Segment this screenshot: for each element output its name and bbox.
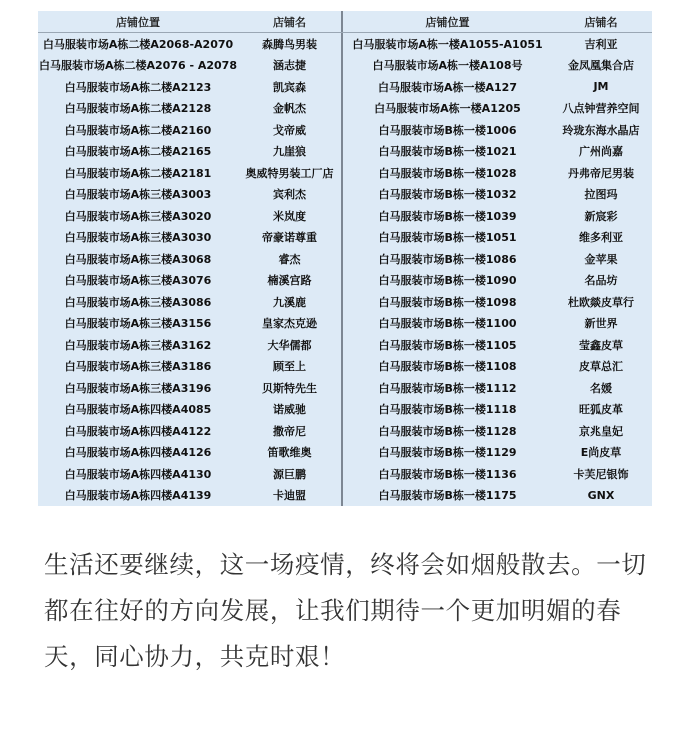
table-row bbox=[341, 227, 652, 249]
table-row bbox=[341, 442, 652, 464]
store-location-cell: 白马服装市场A栋二楼A2160 bbox=[64, 123, 212, 137]
store-name-cell: 涵志捷 bbox=[273, 59, 306, 73]
store-name-cell: 金凤凰集合店 bbox=[568, 59, 634, 73]
table-row bbox=[341, 356, 652, 378]
store-location-cell: 白马服装市场A栋三楼A3068 bbox=[64, 252, 212, 266]
store-name-cell: 吉利亚 bbox=[584, 37, 618, 51]
store-table-left bbox=[38, 11, 341, 506]
store-location-cell: 白马服装市场A栋二楼A2068-A2070 bbox=[42, 37, 234, 51]
table-row bbox=[38, 442, 341, 464]
store-location-cell: 白马服装市场A栋四楼A4126 bbox=[64, 446, 212, 460]
table-row bbox=[38, 420, 341, 442]
store-location-cell: 白马服装市场A栋三楼A3162 bbox=[64, 338, 212, 352]
store-name-cell: 玲珑东海水晶店 bbox=[562, 123, 640, 137]
store-name-cell: 皮草总汇 bbox=[579, 360, 623, 374]
table-row bbox=[38, 377, 341, 399]
store-location-cell: 白马服装市场A栋四楼A4130 bbox=[64, 467, 212, 481]
store-location-cell: 白马服装市场A栋三楼A3003 bbox=[64, 188, 212, 202]
table-row bbox=[341, 377, 652, 399]
table-row bbox=[341, 463, 652, 485]
table-body bbox=[38, 33, 341, 506]
table-row bbox=[341, 141, 652, 163]
table-row bbox=[38, 485, 341, 507]
table-row bbox=[341, 55, 652, 77]
store-name-cell: 旺狐皮革 bbox=[579, 403, 623, 417]
store-location-cell: 白马服装市场B栋一楼1028 bbox=[378, 166, 517, 180]
table-row bbox=[38, 334, 341, 356]
store-location-cell: 白马服装市场B栋一楼1118 bbox=[378, 403, 517, 417]
store-name-cell: E尚皮草 bbox=[580, 446, 622, 460]
store-location-cell: 白马服装市场B栋一楼1100 bbox=[378, 317, 517, 331]
store-location-cell: 白马服装市场A栋三楼A3086 bbox=[64, 295, 212, 309]
table-row bbox=[341, 399, 652, 421]
store-location-cell: 白马服装市场A栋一楼A1055-A1051 bbox=[352, 37, 543, 51]
table-row bbox=[38, 248, 341, 270]
store-name-cell: 广州尚嘉 bbox=[579, 145, 623, 159]
store-name-cell: 丹弗帝尼男装 bbox=[568, 166, 634, 180]
table-row bbox=[38, 463, 341, 485]
store-name-cell: 森腾鸟男装 bbox=[262, 37, 317, 51]
store-name-cell: 宾利杰 bbox=[273, 188, 306, 202]
store-name-cell: 金苹果 bbox=[584, 252, 618, 266]
store-name-cell: 新世界 bbox=[584, 317, 618, 331]
store-location-cell: 白马服装市场A栋二楼A2165 bbox=[64, 145, 212, 159]
store-name-cell: 卡迪盟 bbox=[273, 489, 306, 503]
store-name-cell: 杜欧燚皮草行 bbox=[568, 295, 634, 309]
table-row bbox=[38, 55, 341, 77]
store-name-cell: 笛歌维奥 bbox=[267, 446, 312, 460]
store-location-cell: 白马服装市场B栋一楼1112 bbox=[378, 381, 517, 395]
table-row bbox=[341, 270, 652, 292]
store-location-cell: 白马服装市场B栋一楼1175 bbox=[378, 489, 517, 503]
store-name-cell: 贝斯特先生 bbox=[262, 381, 317, 395]
store-location-cell: 白马服装市场A栋二楼A2181 bbox=[64, 166, 212, 180]
store-name-cell: 卡芙尼银饰 bbox=[573, 467, 629, 481]
table-row bbox=[38, 98, 341, 120]
table-row bbox=[341, 334, 652, 356]
table-row bbox=[341, 205, 652, 227]
store-name-cell: 维多利亚 bbox=[579, 231, 623, 245]
store-location-cell: 白马服装市场B栋一楼1006 bbox=[378, 123, 517, 137]
table-header bbox=[341, 11, 652, 33]
store-location-cell: 白马服装市场A栋四楼A4122 bbox=[64, 424, 212, 438]
store-name-cell: 皇家杰克逊 bbox=[262, 317, 317, 331]
store-name-cell: 戈帝威 bbox=[273, 123, 306, 137]
header-store-name: 店铺名 bbox=[273, 15, 306, 29]
store-location-cell: 白马服装市场A栋一楼A1205 bbox=[374, 102, 521, 116]
store-location-cell: 白马服装市场B栋一楼1128 bbox=[378, 424, 517, 438]
table-row bbox=[341, 291, 652, 313]
header-location: 店铺位置 bbox=[425, 15, 470, 29]
store-name-cell: 九溪鹿 bbox=[273, 295, 306, 309]
store-location-cell: 白马服装市场A栋一楼A127 bbox=[378, 80, 517, 94]
store-name-cell: 九崖狼 bbox=[273, 145, 306, 159]
store-location-cell: 白马服装市场B栋一楼1039 bbox=[378, 209, 517, 223]
table-row bbox=[341, 162, 652, 184]
table-header bbox=[38, 11, 341, 33]
store-location-cell: 白马服装市场A栋二楼A2128 bbox=[64, 102, 212, 116]
store-name-cell: GNX bbox=[587, 488, 615, 502]
store-location-cell: 白马服装市场B栋一楼1108 bbox=[378, 360, 517, 374]
store-location-cell: 白马服装市场B栋一楼1098 bbox=[378, 295, 517, 309]
store-location-cell: 白马服装市场B栋一楼1032 bbox=[378, 188, 517, 202]
table-row bbox=[341, 485, 652, 507]
table-row bbox=[38, 184, 341, 206]
table-row bbox=[38, 313, 341, 335]
store-name-cell: JM bbox=[593, 80, 609, 94]
article-paragraph: 生活还要继续，这一场疫情，终将会如烟般散去。一切都在往好的方向发展，让我们期待一个更加明媚的春天，同心协力，共克时艰！ bbox=[44, 550, 647, 671]
store-name-cell: 京兆皇妃 bbox=[579, 424, 623, 438]
table-row bbox=[38, 356, 341, 378]
table-row bbox=[38, 227, 341, 249]
store-name-cell: 名媛 bbox=[590, 381, 612, 395]
store-name-cell: 米岚度 bbox=[273, 209, 306, 223]
store-name-cell: 名品坊 bbox=[584, 274, 618, 288]
store-name-cell: 八点钟营养空间 bbox=[562, 102, 640, 116]
store-name-cell: 金帆杰 bbox=[273, 102, 306, 116]
table-row bbox=[38, 76, 341, 98]
store-location-cell: 白马服装市场A栋三楼A3076 bbox=[64, 274, 212, 288]
store-name-cell: 帝豪诺尊重 bbox=[262, 231, 317, 245]
table-row bbox=[38, 141, 341, 163]
table-row bbox=[38, 162, 341, 184]
store-location-cell: 白马服装市场A栋三楼A3020 bbox=[64, 209, 212, 223]
store-location-cell: 白马服装市场B栋一楼1051 bbox=[378, 231, 517, 245]
table-row bbox=[341, 248, 652, 270]
table-row bbox=[38, 33, 341, 55]
store-location-cell: 白马服装市场A栋四楼A4139 bbox=[64, 489, 212, 503]
store-location-cell: 白马服装市场B栋一楼1136 bbox=[378, 467, 517, 481]
store-location-cell: 白马服装市场B栋一楼1105 bbox=[378, 338, 517, 352]
store-name-cell: 新宸彩 bbox=[584, 209, 618, 223]
table-row bbox=[341, 119, 652, 141]
table-row bbox=[341, 184, 652, 206]
store-location-cell: 白马服装市场A栋四楼A4085 bbox=[64, 403, 212, 417]
store-name-cell: 楠溪宫路 bbox=[267, 274, 312, 288]
store-name-cell: 撒帝尼 bbox=[273, 424, 306, 438]
table-row bbox=[38, 205, 341, 227]
store-location-cell: 白马服装市场A栋三楼A3156 bbox=[64, 317, 212, 331]
store-name-cell: 顾至上 bbox=[273, 360, 306, 374]
table-row bbox=[341, 313, 652, 335]
store-table bbox=[38, 11, 652, 506]
store-location-cell: 白马服装市场A栋三楼A3186 bbox=[64, 360, 212, 374]
store-location-cell: 白马服装市场A栋三楼A3030 bbox=[64, 231, 212, 245]
store-location-cell: 白马服装市场B栋一楼1086 bbox=[378, 252, 517, 266]
store-name-cell: 源巨鹏 bbox=[273, 467, 306, 481]
table-row bbox=[38, 270, 341, 292]
store-location-cell: 白马服装市场A栋三楼A3196 bbox=[64, 381, 212, 395]
store-name-cell: 大华儒都 bbox=[267, 338, 312, 352]
store-name-cell: 莹鑫皮草 bbox=[579, 338, 623, 352]
table-row bbox=[38, 291, 341, 313]
store-name-cell: 凯宾森 bbox=[273, 80, 306, 94]
table-row bbox=[341, 33, 652, 55]
store-table-right bbox=[341, 11, 652, 506]
store-location-cell: 白马服装市场B栋一楼1090 bbox=[378, 274, 517, 288]
table-row bbox=[38, 119, 341, 141]
store-location-cell: 白马服装市场B栋一楼1129 bbox=[378, 446, 517, 460]
table-row bbox=[341, 76, 652, 98]
store-location-cell: 白马服装市场A栋二楼A2123 bbox=[64, 80, 212, 94]
header-store-name: 店铺名 bbox=[584, 15, 618, 29]
header-location: 店铺位置 bbox=[116, 15, 160, 29]
table-row bbox=[341, 420, 652, 442]
store-name-cell: 拉图玛 bbox=[584, 188, 618, 202]
store-location-cell: 白马服装市场A栋二楼A2076 - A2078 bbox=[39, 59, 237, 73]
store-name-cell: 睿杰 bbox=[278, 252, 301, 266]
table-row bbox=[38, 399, 341, 421]
store-location-cell: 白马服装市场A栋一楼A108号 bbox=[372, 59, 523, 73]
store-name-cell: 诺威驰 bbox=[273, 403, 306, 417]
table-row bbox=[341, 98, 652, 120]
store-location-cell: 白马服装市场B栋一楼1021 bbox=[378, 145, 517, 159]
table-body bbox=[341, 33, 652, 506]
store-name-cell: 奥威特男装工厂店 bbox=[245, 166, 334, 180]
